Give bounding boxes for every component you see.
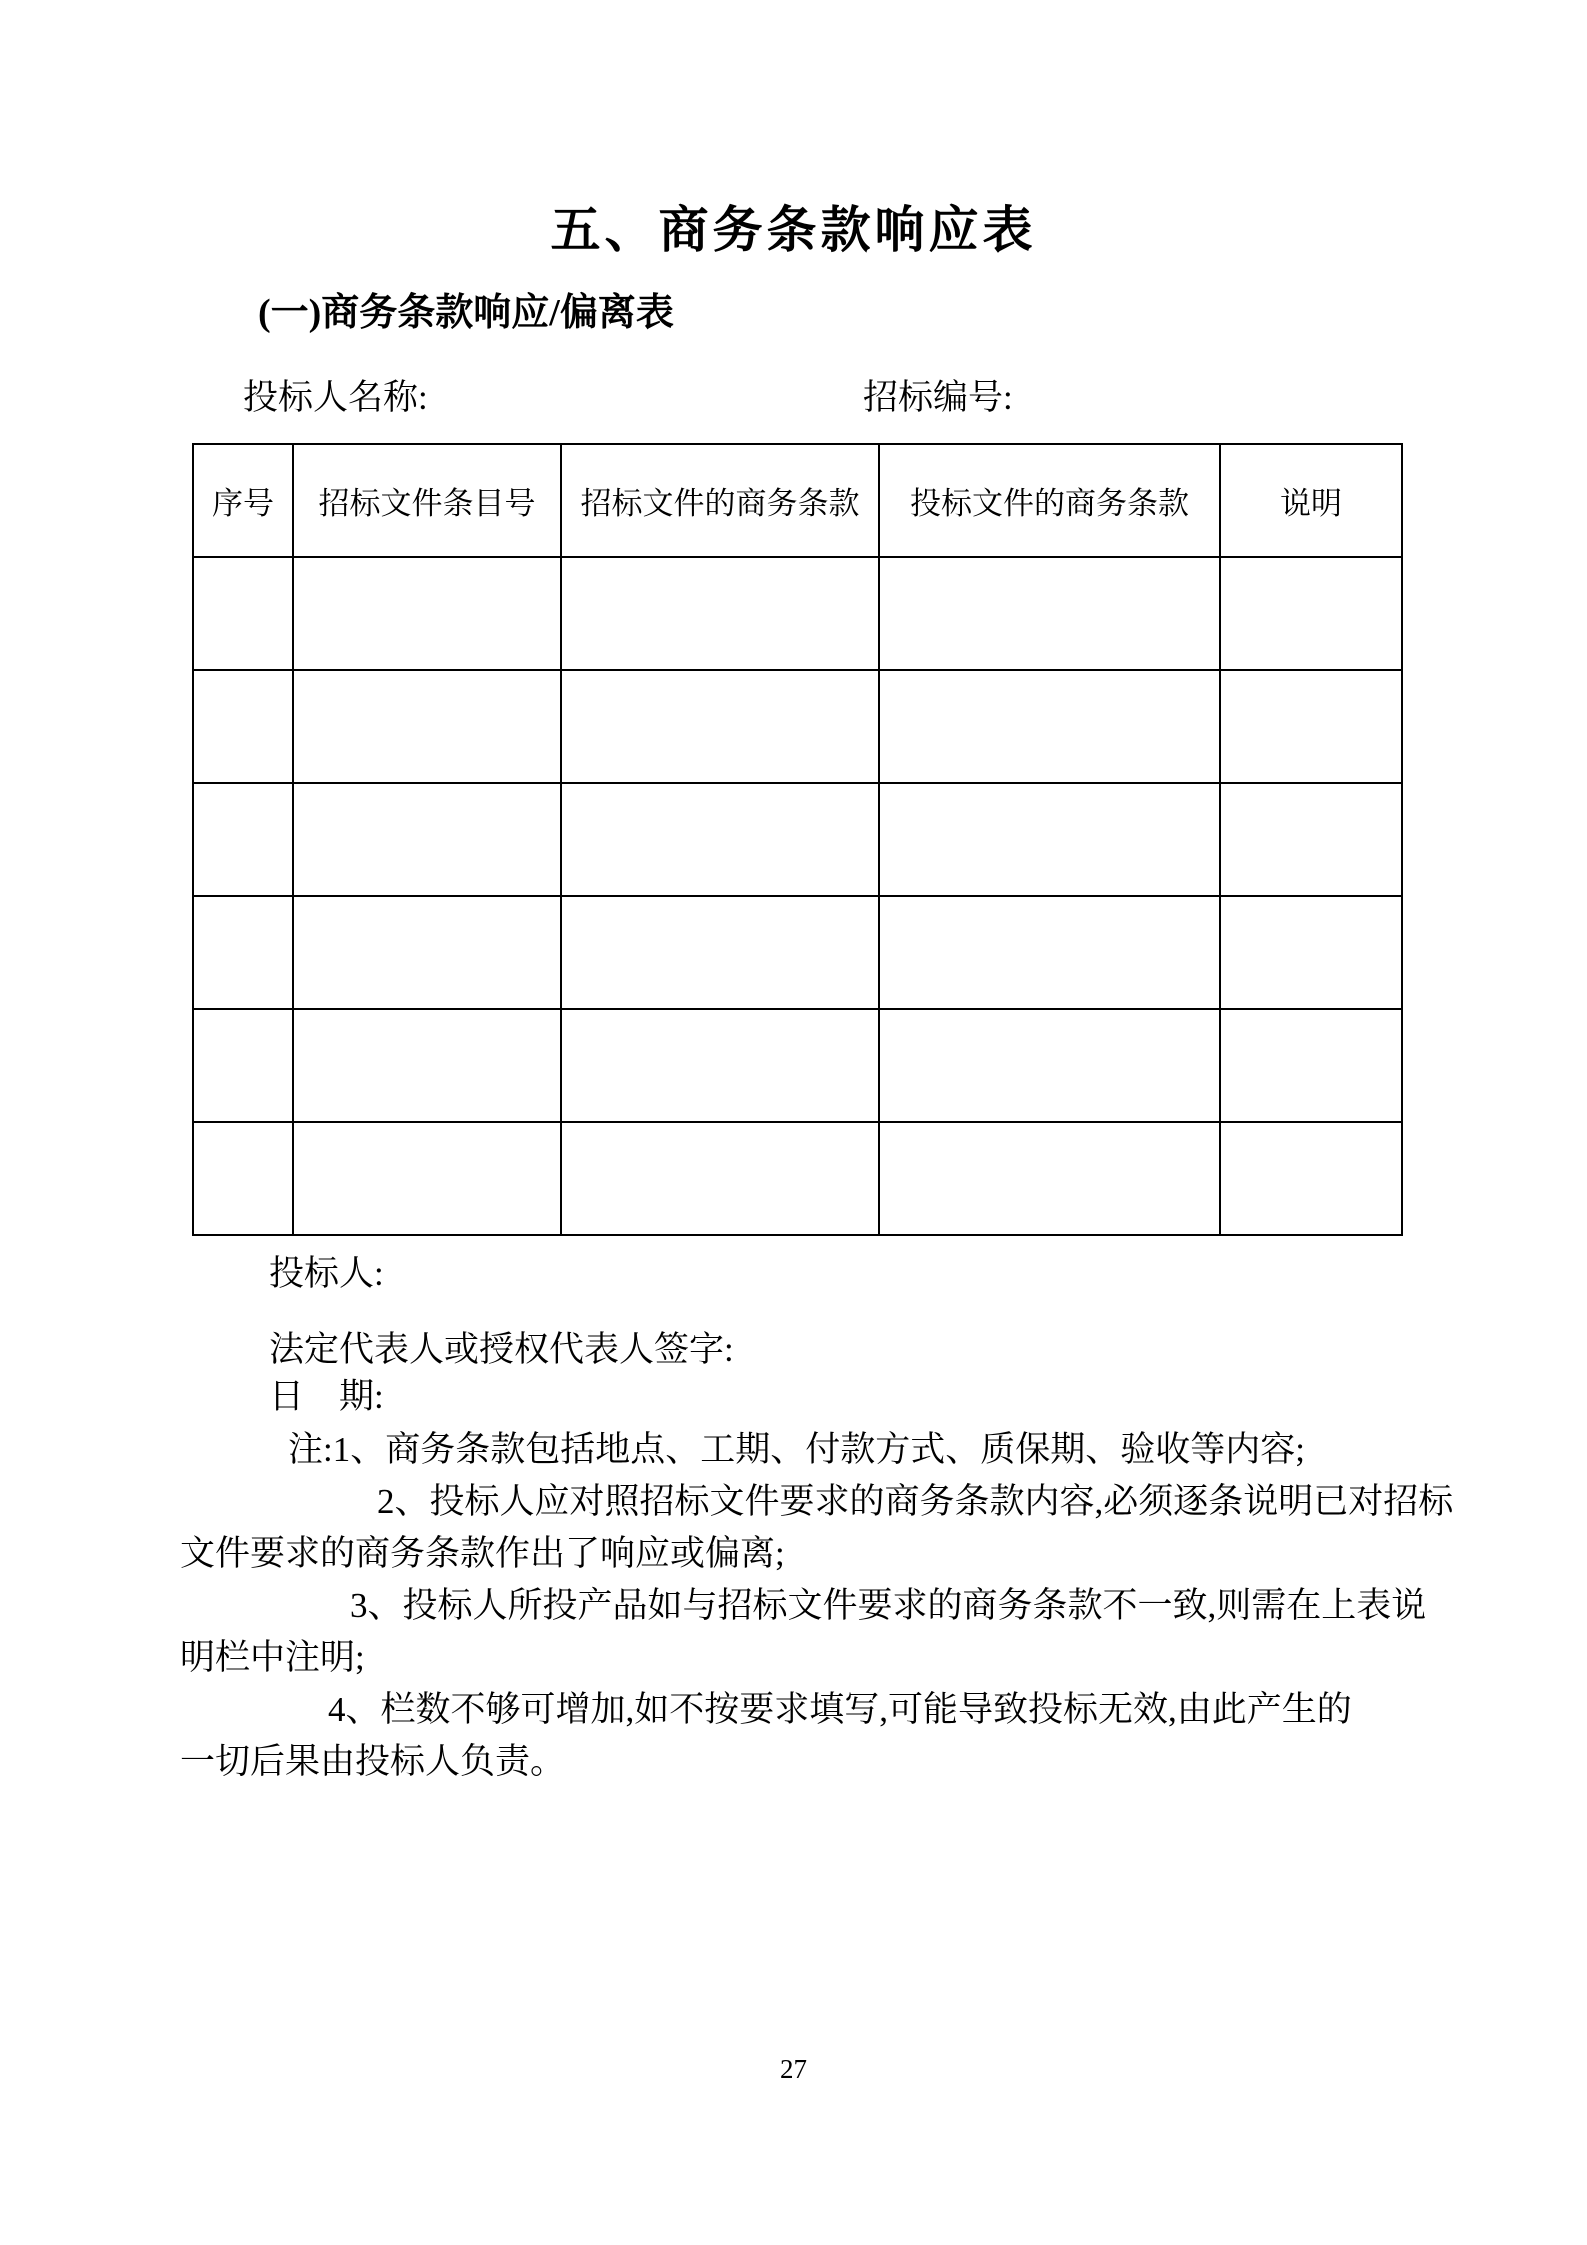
table-row (193, 557, 1402, 670)
table-cell (193, 896, 293, 1009)
column-header-3: 投标文件的商务条款 (879, 444, 1220, 557)
column-header-1: 招标文件条目号 (293, 444, 561, 557)
section-subtitle: (一)商务条款响应/偏离表 (258, 292, 674, 334)
table-cell (879, 557, 1220, 670)
table-cell (293, 896, 561, 1009)
table-cell (561, 896, 879, 1009)
table-cell (293, 670, 561, 783)
table-cell (879, 670, 1220, 783)
tender-number-label: 招标编号: (863, 378, 1013, 417)
form-label-row (0, 375, 1587, 420)
page-title: 五、商务条款响应表 (550, 202, 1037, 258)
table-header-row (193, 444, 1402, 557)
table-row (193, 783, 1402, 896)
table-row (193, 1009, 1402, 1122)
table-cell (193, 1122, 293, 1235)
response-table-body (193, 557, 1402, 1235)
note-line-1: 注:1、商务条款包括地点、工期、付款方式、质保期、验收等内容; (288, 1430, 1305, 1469)
table-cell (293, 1009, 561, 1122)
note-line-5: 明栏中注明; (180, 1638, 365, 1677)
bidder-name-label: 投标人名称: (243, 378, 428, 417)
table-cell (193, 1009, 293, 1122)
table-cell (561, 1122, 879, 1235)
response-table (192, 443, 1403, 1236)
table-cell (293, 783, 561, 896)
table-cell (193, 783, 293, 896)
note-line-7: 一切后果由投标人负责。 (180, 1742, 566, 1781)
note-line-6: 4、栏数不够可增加,如不按要求填写,可能导致投标无效,由此产生的 (328, 1690, 1352, 1729)
note-line-3: 文件要求的商务条款作出了响应或偏离; (180, 1534, 785, 1573)
page-number: 27 (780, 2054, 807, 2084)
table-row (193, 1122, 1402, 1235)
table-cell (193, 670, 293, 783)
table-cell (879, 1122, 1220, 1235)
table-cell (293, 1122, 561, 1235)
table-row (193, 670, 1402, 783)
table-cell (561, 670, 879, 783)
column-header-2: 招标文件的商务条款 (561, 444, 879, 557)
table-cell (1220, 783, 1402, 896)
table-cell (879, 1009, 1220, 1122)
table-cell (1220, 1009, 1402, 1122)
table-cell (879, 783, 1220, 896)
bidder-signature-label: 投标人: (269, 1254, 384, 1293)
table-cell (561, 783, 879, 896)
table-cell (1220, 1122, 1402, 1235)
table-cell (561, 557, 879, 670)
note-line-4: 3、投标人所投产品如与招标文件要求的商务条款不一致,则需在上表说 (350, 1586, 1427, 1625)
table-row (193, 896, 1402, 1009)
column-header-4: 说明 (1220, 444, 1402, 557)
table-cell (1220, 557, 1402, 670)
table-cell (293, 557, 561, 670)
date-label: 日 期: (269, 1377, 384, 1416)
notes-block (180, 1424, 1454, 1788)
note-line-2: 2、投标人应对照招标文件要求的商务条款内容,必须逐条说明已对招标 (377, 1482, 1454, 1521)
representative-signature-label: 法定代表人或授权代表人签字: (269, 1330, 734, 1369)
table-cell (879, 896, 1220, 1009)
table-cell (1220, 896, 1402, 1009)
column-header-0: 序号 (193, 444, 293, 557)
table-cell (193, 557, 293, 670)
table-cell (561, 1009, 879, 1122)
table-cell (1220, 670, 1402, 783)
